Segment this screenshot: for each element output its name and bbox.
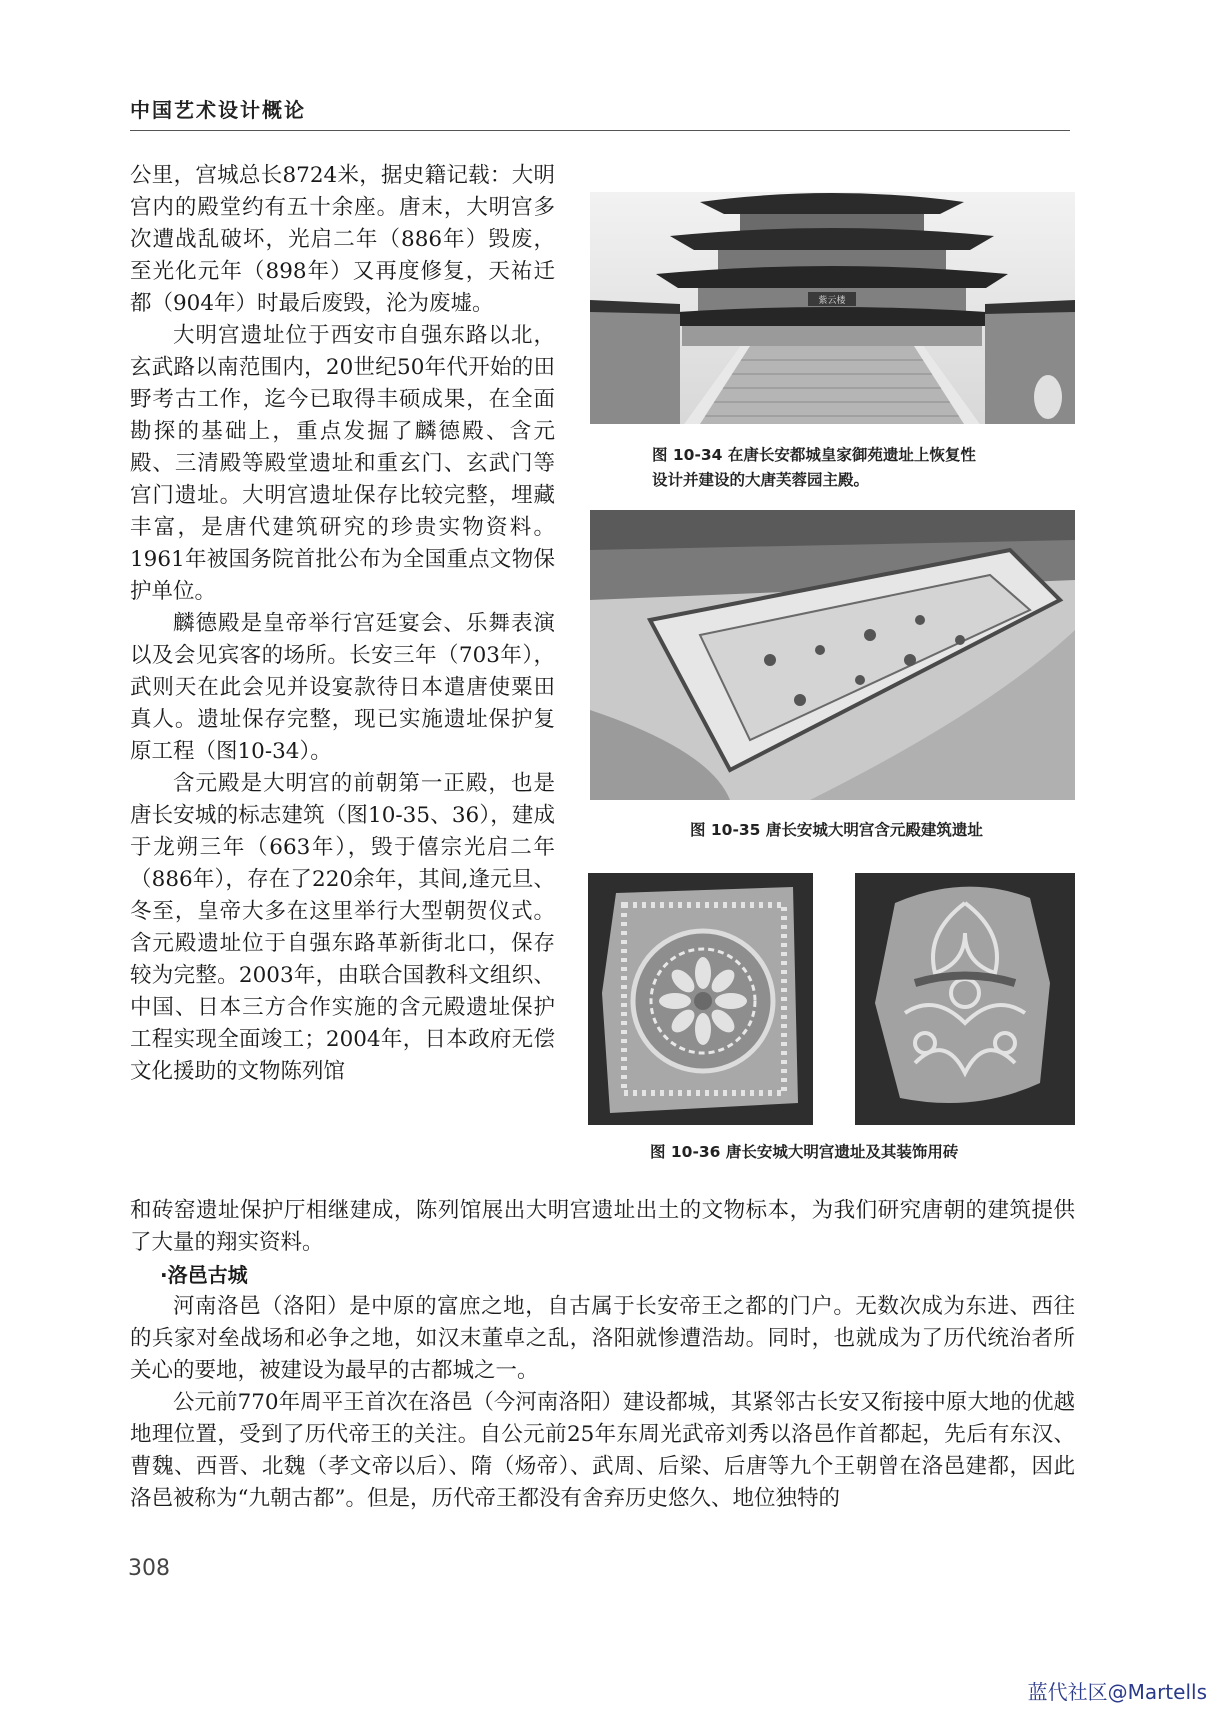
figure-palace-photo <box>590 192 1075 424</box>
running-header <box>130 90 1070 131</box>
plaque-text: 紫云楼 <box>818 296 846 306</box>
figure-caption <box>652 443 1072 493</box>
paragraph: 含元殿是大明宫的前朝第一正殿，也是唐长安城的标志建筑（图10-35、36），建成于龙朔三年（663年），毁于僖宗光启二年（886年），存在了220余年，其间,逢元旦、冬至，皇帝大多在这里举行大型朝贺仪式。含元殿遗址位于自强东路革新街北口，保存较为完整。2003年，由联合国教科文组织、中国、日本三方合作实施的含元殿遗址保护工程实现全面竣工；2004年，日本政府无偿文化援助的文物陈列馆 <box>130 771 555 1084</box>
full-width-text <box>130 1195 1075 1515</box>
watermark: 蓝代社区@Martells <box>1027 1680 1207 1704</box>
figure-caption: 图 10-35 唐长安城大明宫含元殿建筑遗址 <box>690 821 983 839</box>
paragraph: 公里，宫城总长8724米，据史籍记载：大明宫内的殿堂约有五十余座。唐末，大明宫多次遭战乱破坏，光启二年（886年）毁废，至光化元年（898年）又再度修复，天祐迁都（904年）时最后废毁，沦为废墟。 <box>130 163 555 316</box>
paragraph: 麟德殿是皇帝举行宫廷宴会、乐舞表演以及会见宾客的场所。长安三年（703年），武则天在此会见并设宴款待日本遣唐使粟田真人。遗址保存完整，现已实施遗址保护复原工程（图10-34）。 <box>130 611 555 764</box>
figure-brick-rosette-photo <box>588 873 813 1125</box>
figure-caption: 图 10-36 唐长安城大明宫遗址及其装饰用砖 <box>650 1143 959 1161</box>
caption-line: 图 10-34 在唐长安都城皇家御苑遗址上恢复性 <box>652 446 976 464</box>
caption-line: 设计并建设的大唐芙蓉园主殿。 <box>652 471 870 489</box>
left-column-text <box>130 160 555 1088</box>
book-title: 中国艺术设计概论 <box>130 98 306 122</box>
paragraph: 大明宫遗址位于西安市自强东路以北，玄武路以南范围内，20世纪50年代开始的田野考古工作，迄今已取得丰硕成果，在全面勘探的基础上，重点发掘了麟德殿、含元殿、三清殿等殿堂遗址和重玄门、玄武门等宫门遗址。大明宫遗址保存比较完整，埋藏丰富，是唐代建筑研究的珍贵实物资料。1961年被国务院首批公布为全国重点文物保护单位。 <box>130 323 555 604</box>
section-subheading: ·洛邑古城 <box>160 1263 248 1287</box>
paragraph: 和砖窑遗址保护厅相继建成，陈列馆展出大明宫遗址出土的文物标本，为我们研究唐朝的建筑提供了大量的翔实资料。 <box>130 1198 1075 1255</box>
paragraph: 河南洛邑（洛阳）是中原的富庶之地，自古属于长安帝王之都的门户。无数次成为东进、西往的兵家对垒战场和必争之地，如汉末董卓之乱，洛阳就惨遭浩劫。同时，也就成为了历代统治者所关心的要地，被建设为最早的古都城之一。 <box>130 1294 1075 1383</box>
page-number: 308 <box>128 1556 170 1581</box>
paragraph: 公元前770年周平王首次在洛邑（今河南洛阳）建设都城，其紧邻古长安又衔接中原大地的优越地理位置，受到了历代帝王的关注。自公元前25年东周光武帝刘秀以洛邑作首都起，先后有东汉、曹魏、西晋、北魏（孝文帝以后）、隋（炀帝）、武周、后梁、后唐等九个王朝曾在洛邑建都，因此洛邑被称为“九朝古都”。但是，历代帝王都没有舍弃历史悠久、地位独特的 <box>130 1390 1075 1511</box>
figure-excavation-photo <box>590 510 1075 800</box>
figure-brick-floral-photo <box>855 873 1075 1125</box>
